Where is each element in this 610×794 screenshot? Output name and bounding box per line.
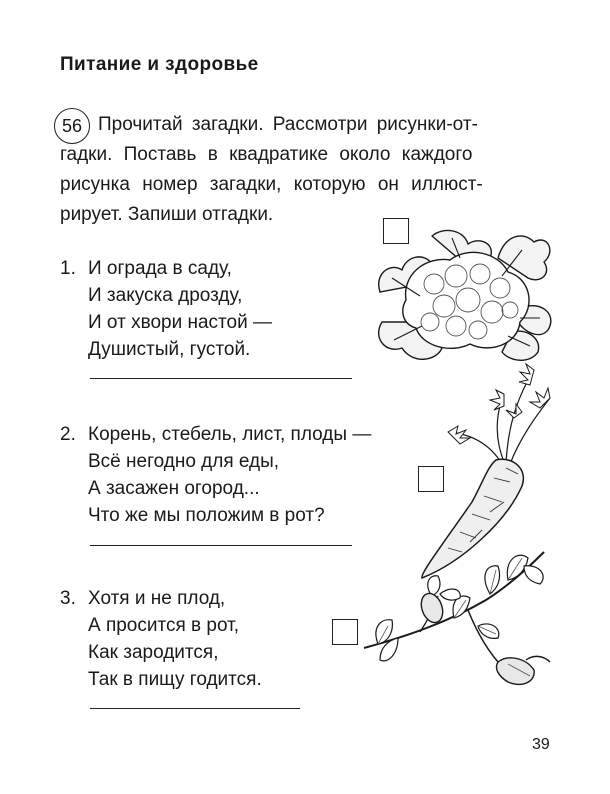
- riddle-1-answer-line[interactable]: [90, 378, 352, 379]
- riddle-3-line-3: Как зародится,: [88, 642, 219, 663]
- riddle-3-line-2: А просится в рот,: [88, 615, 240, 636]
- riddle-2-line-1: Корень, стебель, лист, плоды —: [88, 424, 372, 445]
- riddle-3-line-1: Хотя и не плод,: [88, 588, 226, 609]
- riddle-1-line-4: Душистый, густой.: [88, 339, 251, 360]
- cauliflower-icon: [372, 222, 560, 372]
- riddle-1-line-3: И от хвори настой —: [88, 312, 272, 333]
- riddle-1-line-2: И закуска дрозду,: [88, 285, 243, 306]
- instruction-line-1: Прочитай загадки. Рассмотри рисунки-от-: [98, 114, 478, 135]
- page-title: Питание и здоровье: [60, 54, 259, 75]
- riddle-2-number: 2.: [60, 424, 76, 445]
- riddle-3-answer-line[interactable]: [90, 708, 300, 709]
- instruction-line-2: гадки. Поставь в квадратике около каждого: [60, 144, 473, 165]
- instruction-line-3: рисунка номер загадки, которую он иллюст-: [60, 174, 483, 195]
- instruction-line-4: рирует. Запиши отгадки.: [60, 204, 274, 225]
- riddle-2-line-3: А засажен огород...: [88, 478, 260, 499]
- riddle-1-line-1: И ограда в саду,: [88, 258, 232, 279]
- riddle-2-line-2: Всё негодно для еды,: [88, 451, 280, 472]
- rosehip-branch-icon: [358, 530, 553, 705]
- page-number: 39: [532, 736, 550, 753]
- task-number: 56: [61, 115, 83, 136]
- riddle-2-line-4: Что же мы положим в рот?: [88, 505, 325, 526]
- riddle-3-line-4: Так в пищу годится.: [88, 669, 262, 690]
- riddle-2-answer-line[interactable]: [90, 545, 352, 546]
- riddle-3-number: 3.: [60, 588, 76, 609]
- riddle-1-number: 1.: [60, 258, 76, 279]
- task-number-badge: [54, 108, 90, 144]
- rosehip-number-box[interactable]: [332, 619, 358, 645]
